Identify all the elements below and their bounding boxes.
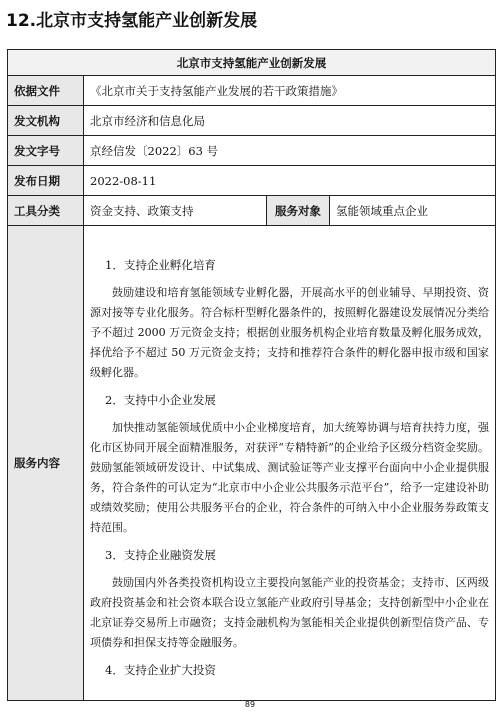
section-1-text: 鼓励建设和培育氢能领域专业孵化器，开展高水平的创业辅导、早期投资、资源对接等专业化服务。符合标杆型孵化器条件的，按照孵化器建设发展情况分类给予不超过 2000 万元资金支持；根据创业服务机构企业培育数量及孵化服务成效，择优给予不超过 50 万元资金支持；支持和推荐符合条件的孵化器申报市级和国家级孵化器。 [90,285,489,379]
table-title-row [8,50,496,76]
docno-value: 京经信发〔2022〕63 号 [84,136,496,166]
table-row [8,106,496,136]
basis-label: 依据文件 [8,76,84,106]
table-title: 北京市支持氢能产业创新发展 [8,50,496,76]
policy-table [7,49,496,701]
target-label: 服务对象 [267,196,330,226]
date-label: 发布日期 [8,166,84,196]
table-row [8,196,496,226]
basis-value: 《北京市关于支持氢能产业发展的若干政策措施》 [84,76,496,106]
org-value: 北京市经济和信息化局 [84,106,496,136]
table-row [8,226,496,701]
section-3-text: 鼓励国内外各类投资机构设立主要投向氢能产业的投资基金；支持市、区两级政府投资基金和社会资本联合设立氢能产业政府引导基金；支持创新型中小企业在北京证券交易所上市融资；支持金融机构为氢能相关企业提供创新型信贷产品、专项债券和担保支持等金融服务。 [90,575,489,649]
date-value: 2022-08-11 [84,166,496,196]
section-2-heading: 2．支持中小企业发展 [105,392,216,407]
section-2-text: 加快推动氢能领域优质中小企业梯度培育，加大统筹协调与培育扶持力度，强化市区协同开展全面精准服务，对获评“专精特新”的企业给予区级分档资金奖励。鼓励氢能领域研发设计、中试集成、测试验证等产业支撑平台面向中小企业提供服务，符合条件的可认定为“北京市中小企业公共服务示范平台”，给予一定建设补助或绩效奖励；使用公共服务平台的企业，符合条件的可纳入中小企业服务券政策支持范围。 [90,420,489,534]
page-number: 89 [244,700,256,709]
table-row [8,166,496,196]
content-cell [84,226,496,701]
org-label: 发文机构 [8,106,84,136]
table-row [8,136,496,166]
section-1-heading: 1．支持企业孵化培育 [105,257,216,272]
tool-value: 资金支持、政策支持 [84,196,267,226]
content-label: 服务内容 [8,226,84,701]
tool-label: 工具分类 [8,196,84,226]
target-value: 氢能领域重点企业 [330,196,496,226]
section-3-heading: 3．支持企业融资发展 [105,547,216,562]
section-4-heading: 4．支持企业扩大投资 [105,662,216,677]
table-row [8,76,496,106]
docno-label: 发文字号 [8,136,84,166]
page-heading: 12.北京市支持氢能产业创新发展 [6,11,258,31]
